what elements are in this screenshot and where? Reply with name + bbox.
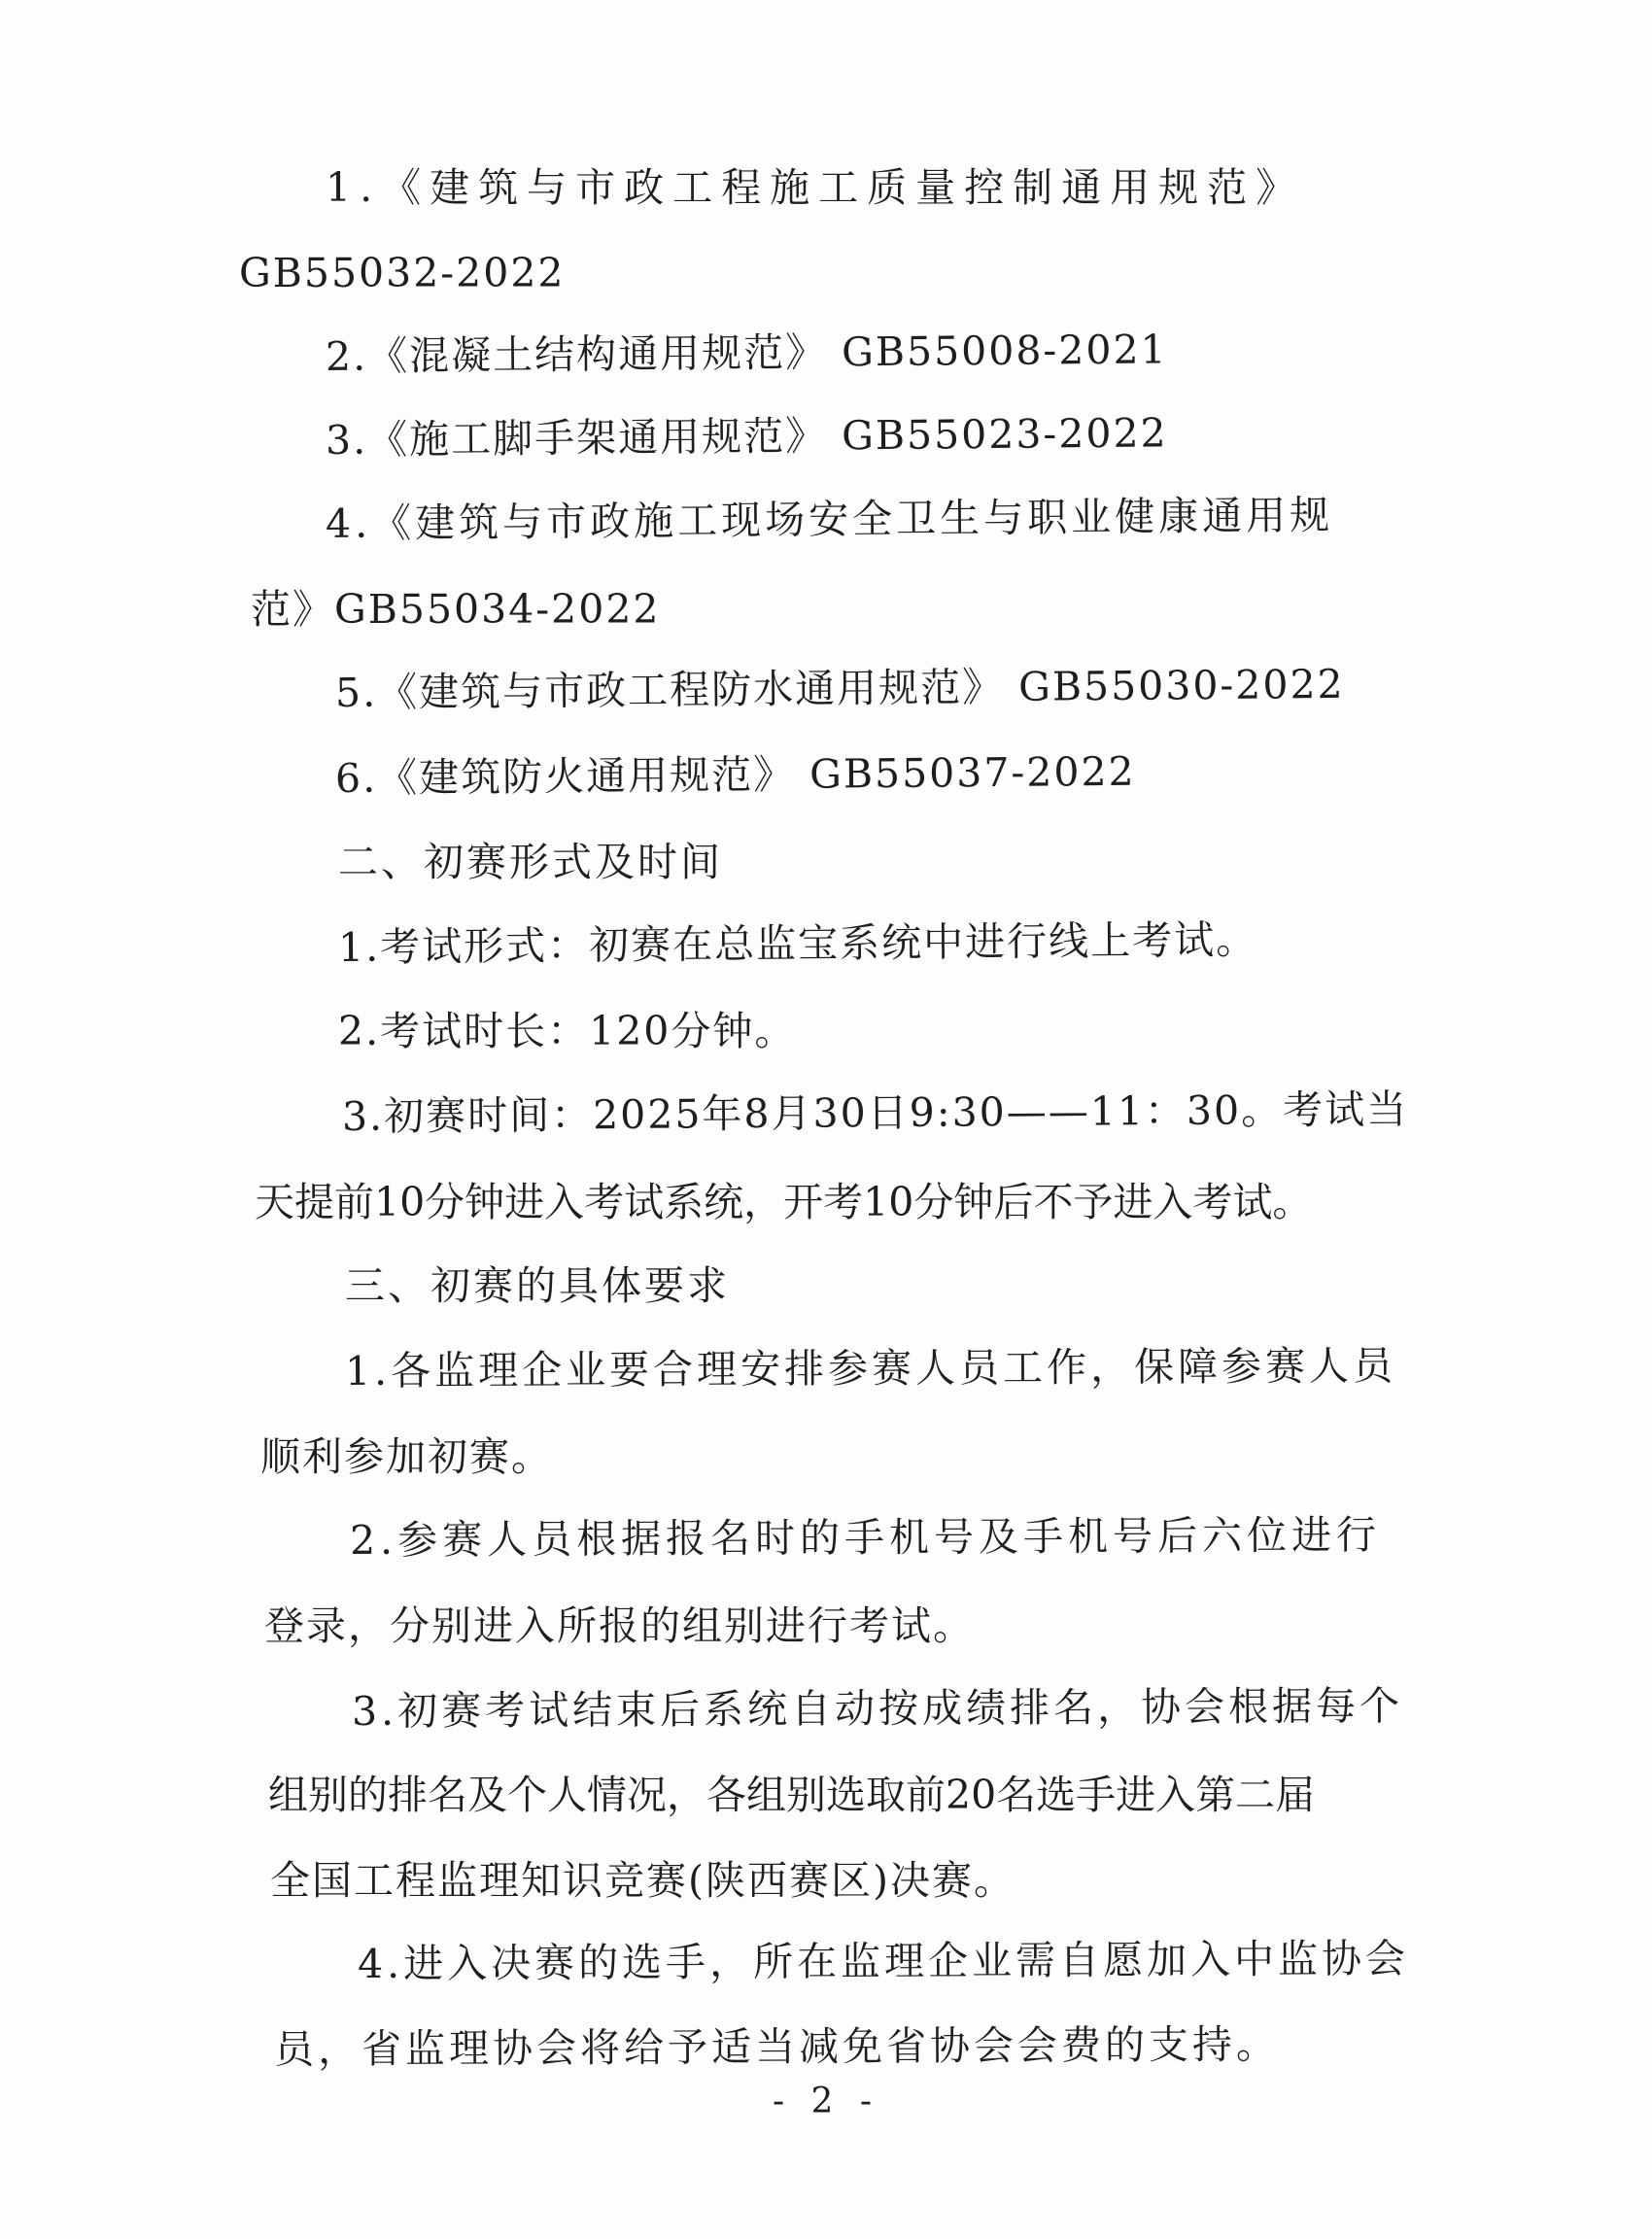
text-line-12: 3.初赛时间：2025年8月30日9:30——11：30。考试当 [341,1085,1409,1140]
text-line-18: 登录，分别进入所报的组别进行考试。 [264,1602,975,1649]
text-line-8: 6.《建筑防火通用规范》 GB55037-2022 [334,747,1136,802]
text-line-6: 范》GB55034-2022 [251,586,661,633]
text-line-22: 4.进入决赛的选手，所在监理企业需自愿加入中监协会 [357,1935,1410,1987]
text-line-16: 顺利参加初赛。 [260,1433,553,1480]
text-line-23: 员，省监理协会将给予适当减免省协会会费的支持。 [273,2020,1281,2073]
section-heading-2: 二、初赛形式及时间 [338,839,723,885]
text-line-13: 天提前10分钟进入考试系统，开考10分钟后不予进入考试。 [255,1179,1313,1225]
text-line-10: 1.考试形式：初赛在总监宝系统中进行线上考试。 [337,915,1258,971]
text-line-19: 3.初赛考试结束后系统自动按成绩排名，协会根据每个 [351,1682,1404,1735]
text-line-4: 3.《施工脚手架通用规范》 GB55023-2022 [325,409,1168,464]
text-line-3: 2.《混凝土结构通用规范》 GB55008-2021 [325,326,1168,380]
text-line-15: 1.各监理企业要合理安排参赛人员工作，保障参赛人员 [344,1342,1397,1395]
text-line-21: 全国工程监理知识竞赛(陕西赛区)决赛。 [270,1857,1015,1904]
text-line-17: 2.参赛人员根据报名时的手机号及手机号后六位进行 [349,1511,1382,1564]
text-line-7: 5.《建筑与市政工程防水通用规范》 GB55030-2022 [334,660,1345,716]
text-line-1: 1.《建筑与市政工程施工质量控制通用规范》 [326,164,1305,211]
text-line-11: 2.考试时长：120分钟。 [338,1008,797,1054]
section-heading-3: 三、初赛的具体要求 [345,1262,730,1309]
text-line-20: 组别的排名及个人情况，各组别选取前20名选手进入第二届 [268,1772,1316,1818]
text-line-2: GB55032-2022 [239,250,566,296]
text-line-5: 4.《建筑与市政施工现场安全卫生与职业健康通用规 [325,491,1334,547]
page-number: - 2 - [772,2082,880,2121]
